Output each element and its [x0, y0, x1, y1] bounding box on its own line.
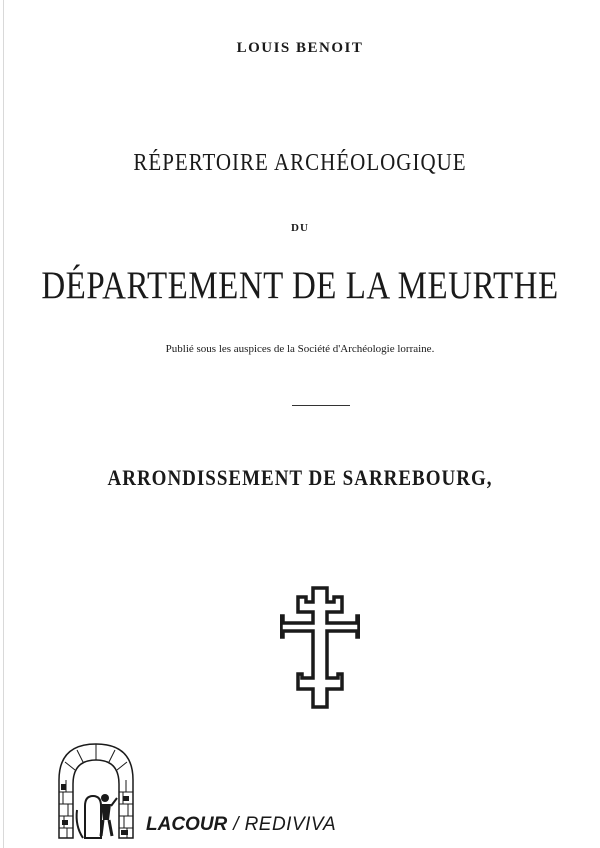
publisher-logo-icon: [57, 740, 135, 840]
publisher-series: REDIVIVA: [244, 814, 337, 835]
publisher-name: LACOUR: [146, 814, 228, 835]
publisher-imprint: [146, 814, 336, 836]
cross-of-lorraine-icon: [280, 585, 360, 710]
title-line-1: RÉPERTOIRE ARCHÉOLOGIQUE: [133, 148, 467, 176]
publisher-separator: /: [233, 814, 239, 835]
title-connector: DU: [291, 222, 309, 234]
subtitle: Publié sous les auspices de la Société d'Archéologie lorraine.: [165, 343, 435, 355]
section-title: ARRONDISSEMENT DE SARREBOURG,: [107, 466, 493, 491]
author-name: LOUIS BENOIT: [236, 40, 364, 56]
divider-rule: [292, 405, 350, 406]
title-line-2: DÉPARTEMENT DE LA MEURTHE: [41, 264, 559, 308]
